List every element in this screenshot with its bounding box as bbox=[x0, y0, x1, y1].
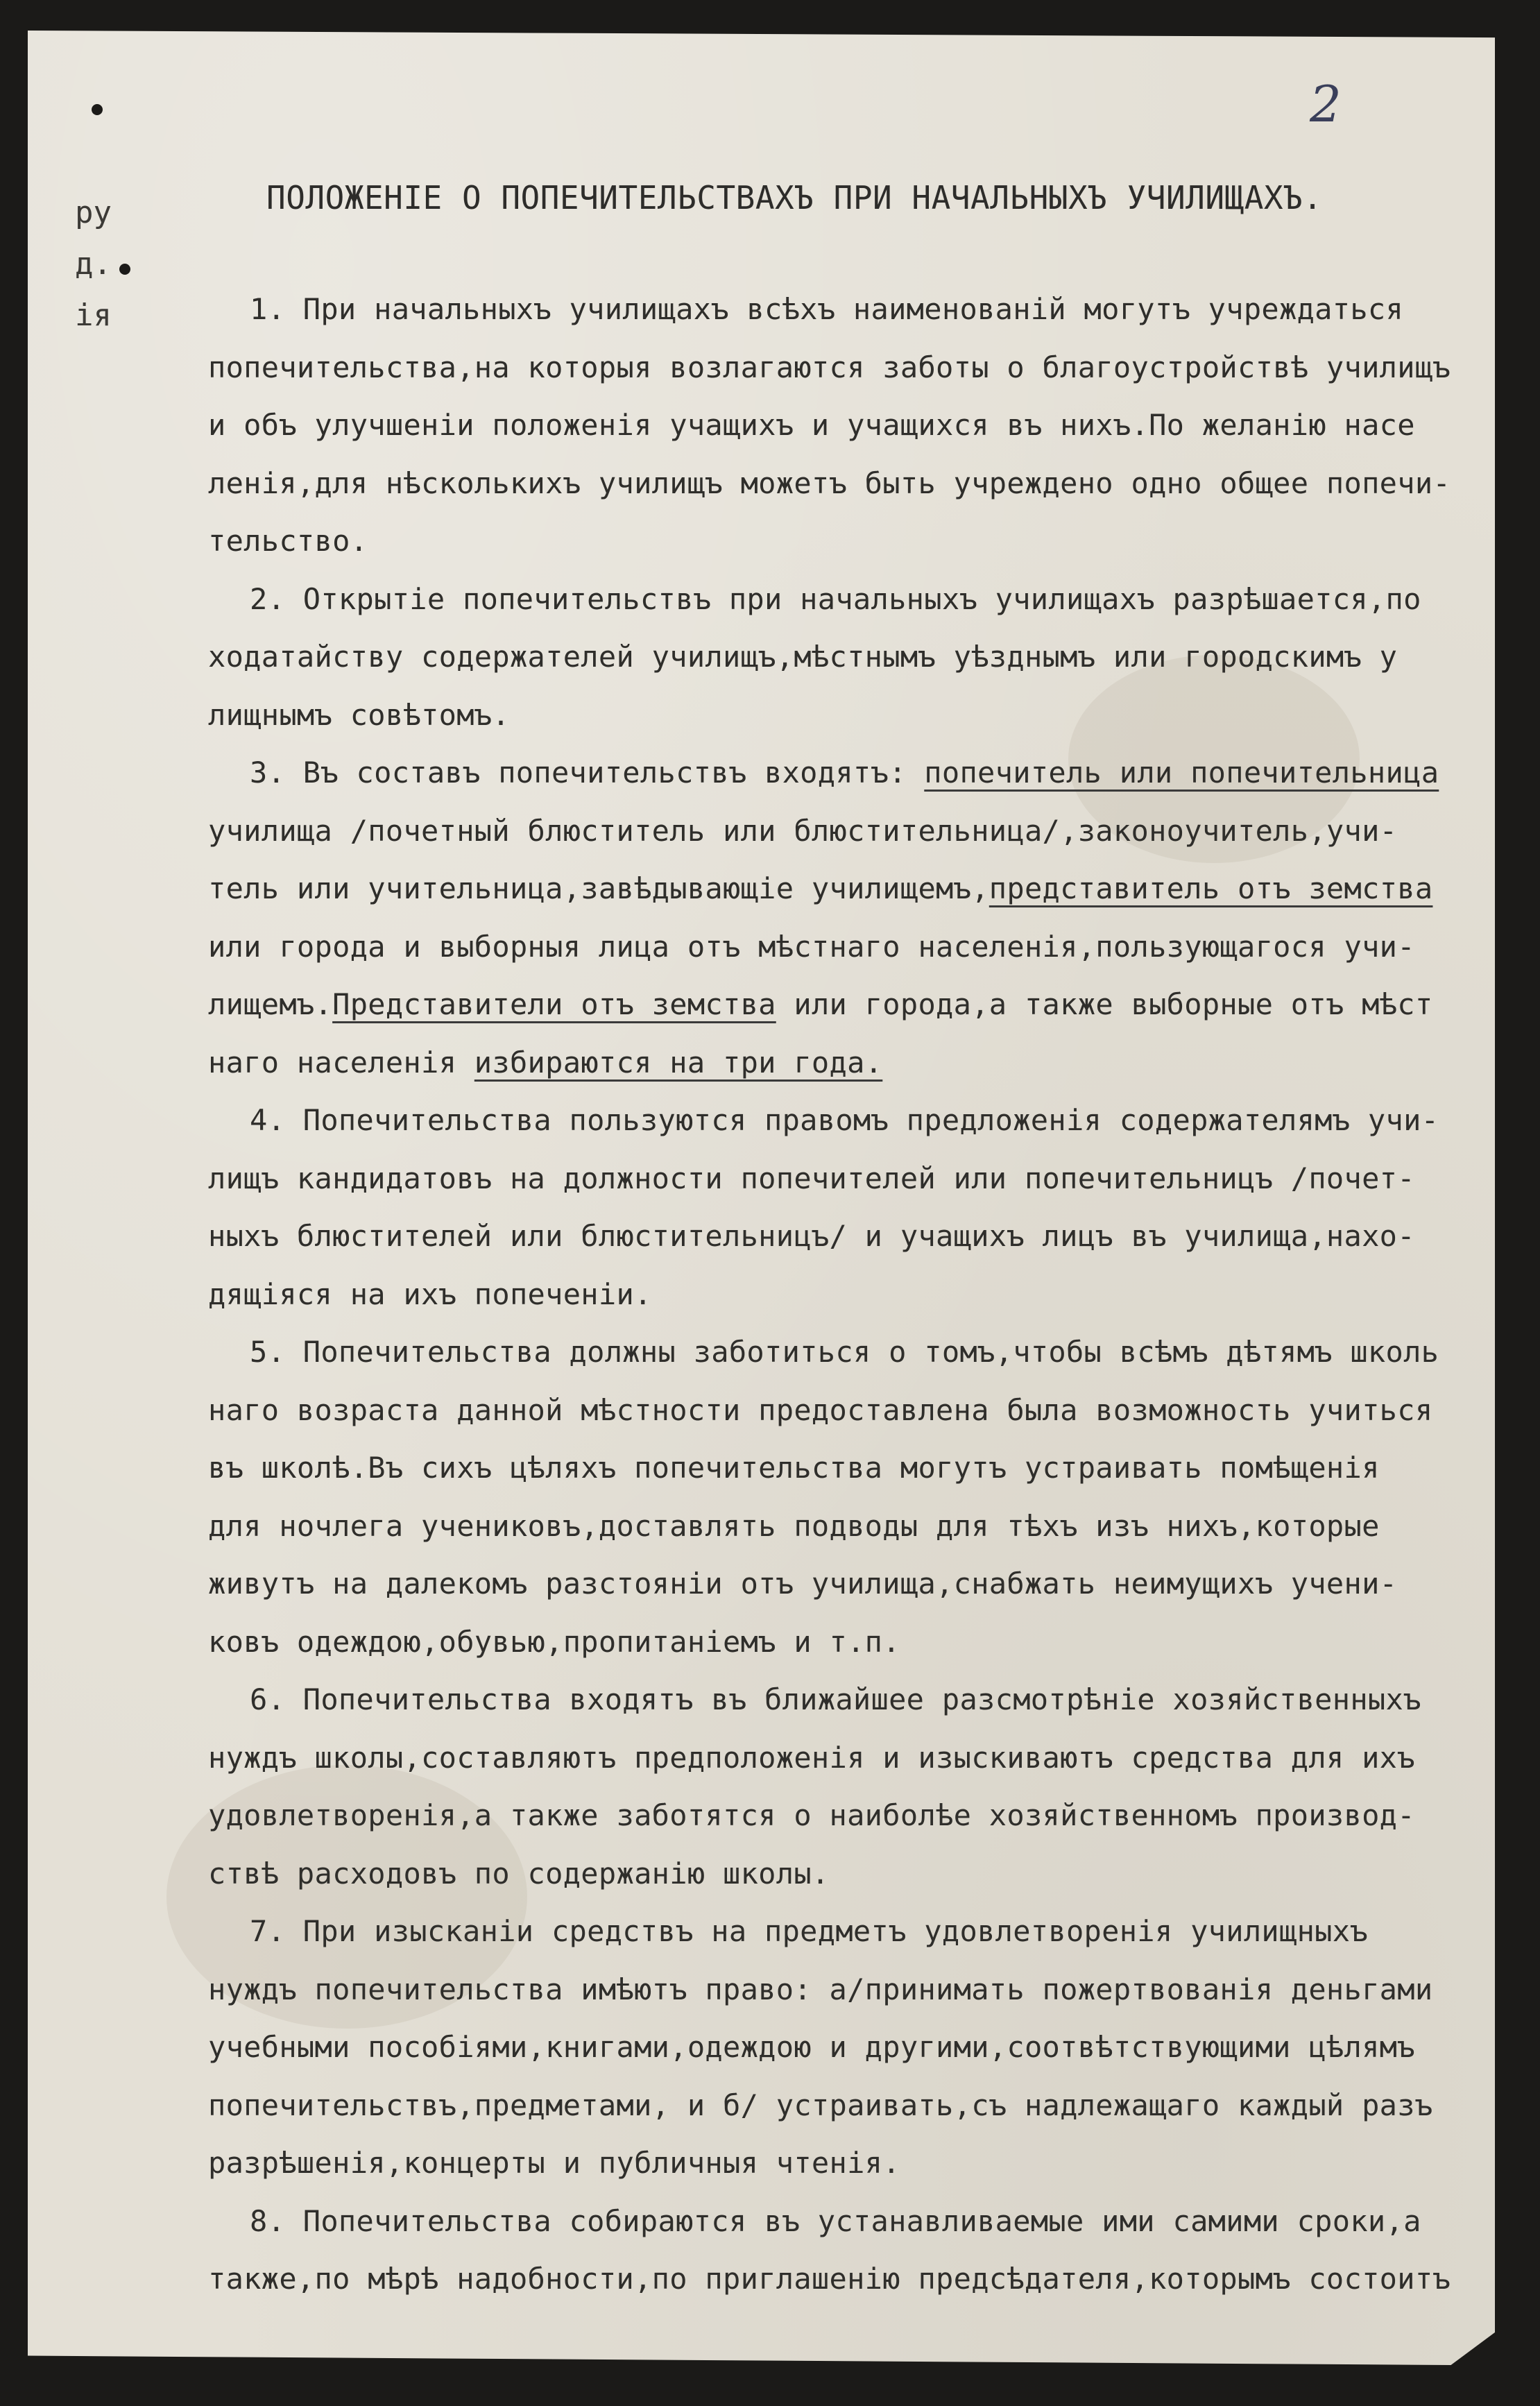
text-line: 8. Попечительства собираются въ устанавливаемые ими самими сроки,а bbox=[250, 2203, 1421, 2238]
text-line: наго населенія избираются на три года. bbox=[208, 1045, 883, 1080]
text-line: попечительствъ,предметами, и б/ устраивать,съ надлежащаго каждый разъ bbox=[208, 2088, 1433, 2122]
text-line: наго возраста данной мѣстности предоставлена была возможность учиться bbox=[208, 1392, 1433, 1427]
text-line: тельство. bbox=[208, 524, 368, 558]
underlined-phrase: Представители отъ земства bbox=[332, 987, 776, 1021]
page-number: 2 bbox=[1310, 75, 1342, 133]
text-line: ныхъ блюстителей или блюстительницъ/ и учащихъ лицъ въ училища,нахо- bbox=[208, 1219, 1415, 1253]
document-body bbox=[208, 280, 1505, 2308]
text-line: ствѣ расходовъ по содержанію школы. bbox=[208, 1856, 830, 1891]
document-title: ПОЛОЖЕНІЕ О ПОПЕЧИТЕЛЬСТВАХЪ ПРИ НАЧАЛЬНЫХЪ УЧИЛИЩАХЪ. bbox=[266, 179, 1323, 216]
text-line: 5. Попечительства должны заботиться о томъ,чтобы всѣмъ дѣтямъ школь bbox=[250, 1335, 1439, 1369]
text-line: лищъ кандидатовъ на должности попечителей или попечительницъ /почет- bbox=[208, 1161, 1415, 1195]
text-line: и объ улучшеніи положенія учащихъ и учащихся въ нихъ.По желанію насе bbox=[208, 408, 1415, 442]
text-line: разрѣшенія,концерты и публичныя чтенія. bbox=[208, 2146, 900, 2180]
text-line: нуждъ попечительства имѣютъ право: а/принимать пожертвованія деньгами bbox=[208, 1972, 1433, 2006]
text-line: нуждъ школы,составляютъ предположенія и изыскиваютъ средства для ихъ bbox=[208, 1740, 1415, 1775]
text-line: 1. При начальныхъ училищахъ всѣхъ наименованій могутъ учреждаться bbox=[250, 292, 1404, 326]
text-line: учебными пособіями,книгами,одеждою и другими,соотвѣтствующими цѣлямъ bbox=[208, 2030, 1415, 2064]
text-line: училища /почетный блюститель или блюстительница/,законоучитель,учи- bbox=[208, 813, 1398, 848]
text-line: 6. Попечительства входятъ въ ближайшее разсмотрѣніе хозяйственныхъ bbox=[250, 1682, 1421, 1716]
margin-note: ру bbox=[75, 195, 112, 230]
text-line: тель или учительница,завѣдывающіе училищемъ,представитель отъ земства bbox=[208, 871, 1433, 905]
binding-hole bbox=[119, 264, 130, 275]
margin-note: д. bbox=[75, 246, 112, 282]
text-line: въ школѣ.Въ сихъ цѣляхъ попечительства могутъ устраивать помѣщенія bbox=[208, 1451, 1380, 1485]
text-line: ковъ одеждою,обувью,пропитаніемъ и т.п. bbox=[208, 1624, 900, 1659]
text-line: ходатайству содержателей училищъ,мѣстнымъ уѣзднымъ или городскимъ у bbox=[208, 640, 1398, 674]
text-line: 4. Попечительства пользуются правомъ предложенія содержателямъ учи- bbox=[250, 1103, 1439, 1137]
text-line: для ночлега учениковъ,доставлять подводы для тѣхъ изъ нихъ,которые bbox=[208, 1508, 1380, 1543]
text-line: ленія,для нѣсколькихъ училищъ можетъ быть учреждено одно общее попечи- bbox=[208, 466, 1451, 500]
text-line: попечительства,на которыя возлагаются заботы о благоустройствѣ училищъ bbox=[208, 350, 1451, 384]
text-line: лищнымъ совѣтомъ. bbox=[208, 697, 510, 732]
margin-note: ія bbox=[75, 298, 112, 333]
binding-hole bbox=[92, 104, 103, 115]
text-line: дящіяся на ихъ попеченіи. bbox=[208, 1277, 652, 1311]
text-line: или города и выборныя лица отъ мѣстнаго населенія,пользующагося учи- bbox=[208, 929, 1415, 964]
text-line: также,по мѣрѣ надобности,по приглашенію предсѣдателя,которымъ состоитъ bbox=[208, 2262, 1451, 2296]
text-line: лищемъ.Представители отъ земства или города,а также выборные отъ мѣст bbox=[208, 987, 1433, 1021]
text-line: 2. Открытіе попечительствъ при начальныхъ училищахъ разрѣшается,по bbox=[250, 581, 1421, 616]
underlined-phrase: попечитель или попечительница bbox=[924, 756, 1439, 790]
margin-notes bbox=[75, 187, 117, 341]
underlined-phrase: представитель отъ земства bbox=[989, 871, 1433, 905]
text-line: 3. Въ составъ попечительствъ входятъ: попечитель или попечительница bbox=[250, 756, 1439, 790]
underlined-phrase: избираются на три года. bbox=[474, 1045, 883, 1080]
text-line: удовлетворенія,а также заботятся о наиболѣе хозяйственномъ производ- bbox=[208, 1798, 1415, 1832]
text-line: живутъ на далекомъ разстояніи отъ училища,снабжать неимущихъ учени- bbox=[208, 1567, 1398, 1601]
text-line: 7. При изысканіи средствъ на предметъ удовлетворенія училищныхъ bbox=[250, 1914, 1368, 1948]
